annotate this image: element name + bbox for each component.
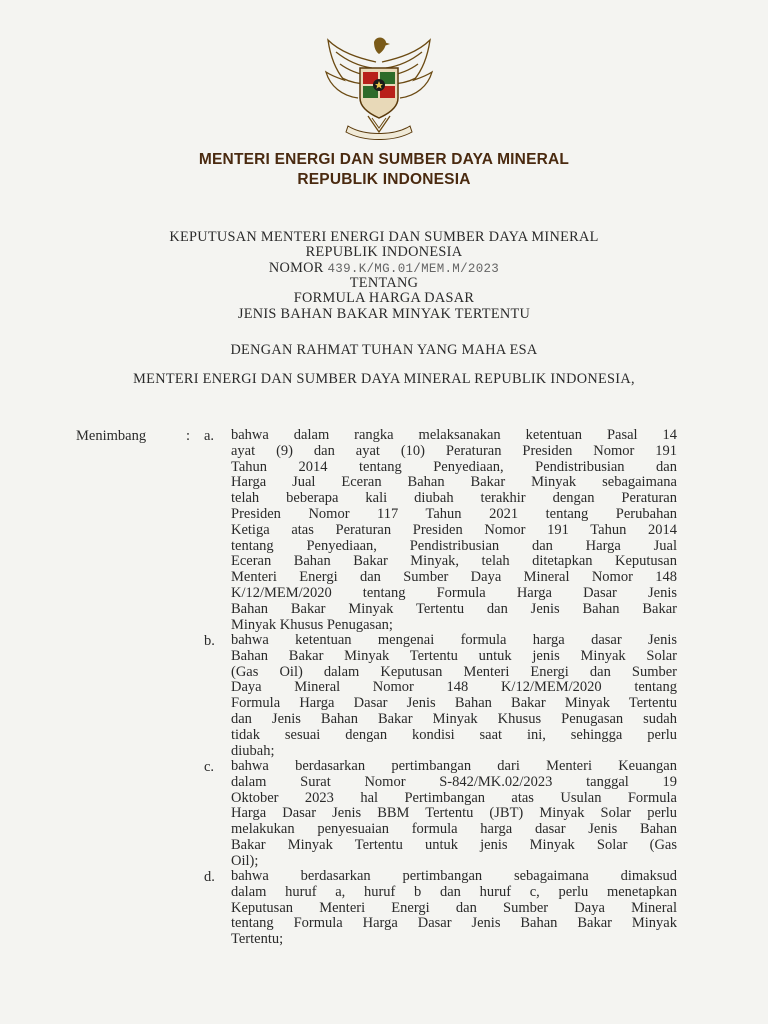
item-line: Ketiga atas Peraturan Presiden Nomor 191 Tahun 2014 — [231, 521, 677, 538]
item-line: Bakar Minyak Tertentu untuk jenis Minyak Solar (Gas — [231, 836, 677, 853]
decree-subject-line1: FORMULA HARGA DASAR — [293, 290, 475, 306]
item-line: tentang Penyediaan, Pendistribusian dan Harga Jual — [231, 537, 677, 554]
item-line: Formula Harga Dasar Jenis Bahan Bakar Minyak Tertentu — [231, 695, 677, 712]
item-line: Daya Mineral Nomor 148 K/12/MEM/2020 tentang — [231, 679, 677, 696]
item-line: tentang Formula Harga Dasar Jenis Bahan Bakar Minyak — [231, 915, 677, 932]
item-line: Eceran Bahan Bakar Minyak, telah ditetapkan Keputusan — [231, 553, 677, 570]
item-line: diubah; — [231, 742, 275, 759]
item-line: Tertentu; — [231, 931, 284, 948]
decree-number-value: 439.K/MG.01/MEM.M/2023 — [327, 262, 500, 276]
considering-colon: : — [186, 428, 191, 444]
item-line: (Gas Oil) dalam Keputusan Menteri Energi dan Sumber — [231, 663, 677, 680]
item-line: K/12/MEM/2020 tentang Formula Harga Dasar Jenis — [231, 584, 677, 601]
item-line: Bahan Bakar Minyak Tertentu untuk jenis Minyak Solar — [231, 647, 677, 664]
item-line: tidak sesuai dengan kondisi saat ini, sehingga perlu — [231, 726, 677, 743]
decree-title-line2: REPUBLIK INDONESIA — [305, 244, 463, 260]
item-line: Harga Jual Eceran Bahan Bakar Minyak sebagaimana — [231, 474, 677, 491]
item-letter-b: b. — [204, 633, 215, 649]
considering-label: Menimbang — [76, 428, 147, 444]
item-line: bahwa ketentuan mengenai formula harga dasar Jenis — [231, 632, 677, 648]
item-line: Menteri Energi dan Sumber Daya Mineral Nomor 148 — [231, 569, 677, 586]
item-line: Bahan Bakar Minyak Tertentu dan Jenis Bahan Bakar — [231, 600, 677, 617]
item-line: bahwa berdasarkan pertimbangan sebagaimana dimaksud — [231, 868, 677, 884]
item-letter-d: d. — [204, 869, 215, 885]
item-line: ayat (9) dan ayat (10) Peraturan Presiden Nomor 191 — [231, 442, 677, 459]
ministry-name: MENTERI ENERGI DAN SUMBER DAYA MINERAL — [198, 151, 570, 168]
item-line: Minyak Khusus Penugasan; — [231, 616, 393, 633]
item-line: Oil); — [231, 852, 259, 869]
decree-number-label: NOMOR — [268, 260, 324, 276]
item-line: telah beberapa kali diubah terakhir dengan Peraturan — [231, 490, 677, 507]
decree-title-line1: KEPUTUSAN MENTERI ENERGI DAN SUMBER DAYA MINERAL — [169, 229, 599, 245]
item-letter-c: c. — [204, 759, 215, 775]
item-line: Keputusan Menteri Energi dan Sumber Daya Mineral — [231, 899, 677, 916]
considering-item-a — [231, 428, 677, 633]
considering-item-d — [231, 869, 677, 948]
item-line: Presiden Nomor 117 Tahun 2021 tentang Perubahan — [231, 505, 677, 522]
item-line: bahwa berdasarkan pertimbangan dari Menteri Keuangan — [231, 758, 677, 774]
item-line: dalam huruf a, huruf b dan huruf c, perlu menetapkan — [231, 883, 677, 900]
item-line: Oktober 2023 hal Pertimbangan atas Usulan Formula — [231, 789, 677, 806]
decree-issuer: MENTERI ENERGI DAN SUMBER DAYA MINERAL REPUBLIK INDONESIA, — [133, 371, 635, 387]
item-letter-a: a. — [204, 428, 215, 444]
decree-about: TENTANG — [349, 275, 419, 291]
considering-item-c — [231, 759, 677, 870]
garuda-emblem-icon — [318, 32, 440, 142]
ministry-country: REPUBLIK INDONESIA — [297, 171, 471, 188]
decree-blessing: DENGAN RAHMAT TUHAN YANG MAHA ESA — [230, 342, 538, 358]
decree-subject-line2: JENIS BAHAN BAKAR MINYAK TERTENTU — [237, 306, 531, 322]
item-line: dan Jenis Bahan Bakar Minyak Khusus Penugasan sudah — [231, 710, 677, 727]
item-line: melakukan penyesuaian formula harga dasar Jenis Bahan — [231, 821, 677, 838]
item-line: Tahun 2014 tentang Penyediaan, Pendistribusian dan — [231, 458, 677, 475]
item-line: dalam Surat Nomor S-842/MK.02/2023 tanggal 19 — [231, 773, 677, 790]
item-line: Harga Dasar Jenis BBM Tertentu (JBT) Minyak Solar perlu — [231, 805, 677, 822]
considering-item-b — [231, 633, 677, 759]
item-line: bahwa dalam rangka melaksanakan ketentuan Pasal 14 — [231, 427, 677, 443]
